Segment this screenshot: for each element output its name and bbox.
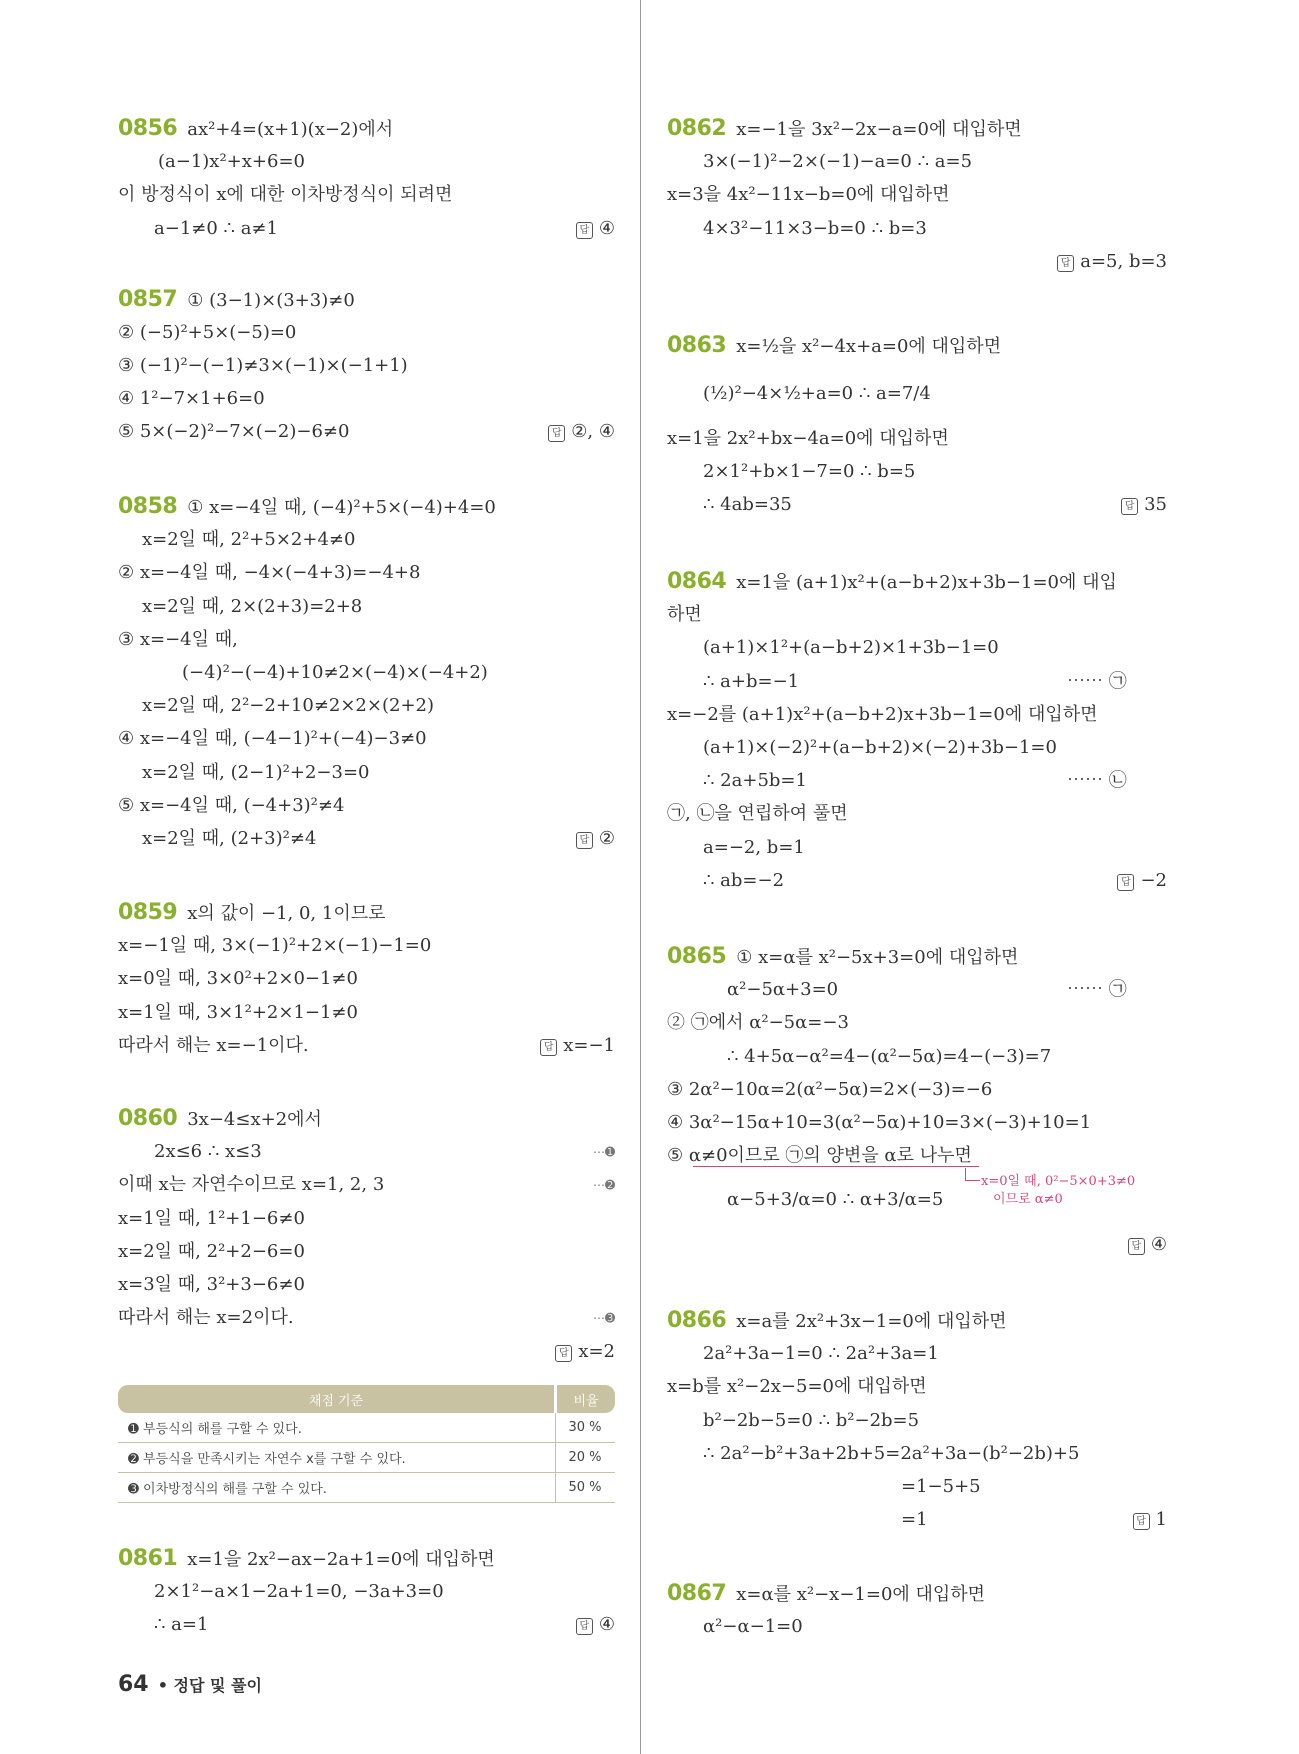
equation-marker: ⋯⋯ ㉠ [1067, 671, 1127, 692]
equation-marker: ⋯⋯ ㉡ [1067, 770, 1127, 791]
answer-icon: 답 [1121, 498, 1138, 515]
solution-line: ② x=−4일 때, −4×(−4+3)=−4+8 [118, 562, 421, 583]
solution-line: x=b를 x²−2x−5=0에 대입하면 [667, 1376, 927, 1397]
solution-line: 따라서 해는 x=−1이다. [118, 1035, 309, 1056]
equation-marker: ⋯⋯ ㉠ [1067, 979, 1127, 1000]
solution-line: (a+1)×1²+(a−b+2)×1+3b−1=0 [703, 637, 999, 658]
criteria-percent: 50 % [556, 1473, 616, 1503]
solution-line: x=1을 2x²+bx−4a=0에 대입하면 [667, 428, 949, 449]
solution-line: ∴ 2a²−b²+3a+2b+5=2a²+3a−(b²−2b)+5 [703, 1443, 1080, 1464]
solution-line: ⑤ 5×(−2)²−7×(−2)−6≠0 [118, 421, 350, 442]
solution-line: 2×1²+b×1−7=0 ∴ b=5 [703, 461, 916, 482]
solution-line: 이때 x는 자연수이므로 x=1, 2, 3 [118, 1174, 385, 1195]
solution-line: ② (−5)²+5×(−5)=0 [118, 322, 297, 343]
solution-line: ① x=−4일 때, (−4)²+5×(−4)+4=0 [187, 497, 496, 518]
answer-icon: 답 [576, 222, 593, 239]
solution-line: x=1일 때, 1²+1−6≠0 [118, 1208, 305, 1229]
step-marker-2: ⋯➋ [592, 1178, 615, 1192]
solution-line: 3x−4≤x+2에서 [187, 1109, 322, 1130]
answer-icon: 답 [548, 425, 565, 442]
table-header-row [118, 1385, 615, 1413]
answer-icon: 답 [1057, 255, 1074, 272]
solution-line: x=0일 때, 3×0²+2×0−1≠0 [118, 968, 358, 989]
answer: 답 1 [1133, 1509, 1167, 1531]
solution-line: 4×3²−11×3−b=0 ∴ b=3 [703, 218, 927, 239]
solution-line: (−4)²−(−4)+10≠2×(−4)×(−4+2) [182, 662, 488, 683]
solution-line: x=a를 2x²+3x−1=0에 대입하면 [736, 1311, 1007, 1332]
table-row [118, 1443, 615, 1473]
solution-line: ㉠, ㉡을 연립하여 풀면 [667, 803, 848, 824]
problem-number: 0860 [118, 1106, 178, 1131]
answer: 답 −2 [1117, 870, 1167, 892]
solution-line: a=−2, b=1 [703, 837, 805, 858]
solution-line: x=2일 때, 2×(2+3)=2+8 [142, 596, 363, 617]
page-footer [118, 1672, 262, 1697]
step-marker-3: ⋯➌ [592, 1311, 615, 1325]
annotation-note: 이므로 α≠0 [993, 1192, 1063, 1207]
solution-line: 따라서 해는 x=2이다. [118, 1307, 294, 1328]
solution-line: x=1을 (a+1)x²+(a−b+2)x+3b−1=0에 대입 [736, 572, 1117, 593]
answer: 답 ④ [576, 1614, 615, 1636]
answer: 답 35 [1121, 494, 1167, 516]
annotation-underline [693, 1166, 979, 1167]
solution-line: b²−2b−5=0 ∴ b²−2b=5 [703, 1410, 920, 1431]
solution-line: ① (3−1)×(3+3)≠0 [187, 290, 355, 311]
solution-line: (a+1)×(−2)²+(a−b+2)×(−2)+3b−1=0 [703, 737, 1057, 758]
solution-line: x=3일 때, 3²+3−6≠0 [118, 1274, 305, 1295]
problem-number: 0862 [667, 116, 727, 141]
criteria-percent: 30 % [556, 1413, 616, 1443]
solution-line: x=2일 때, (2−1)²+2−3=0 [142, 762, 370, 783]
solution-line: x=2일 때, 2²−2+10≠2×2×(2+2) [142, 695, 434, 716]
solution-line: x=1을 2x²−ax−2a+1=0에 대입하면 [187, 1549, 495, 1570]
solution-line: ② ㉠에서 α²−5α=−3 [667, 1012, 849, 1033]
answer-icon: 답 [540, 1039, 557, 1056]
table-row [118, 1413, 615, 1443]
solution-line: α²−5α+3=0 [727, 979, 839, 1000]
solution-line: ax²+4=(x+1)(x−2)에서 [187, 119, 394, 140]
solution-line: =1−5+5 [901, 1476, 981, 1497]
solution-line: ⑤ α≠0이므로 ㉠의 양변을 α로 나누면 [667, 1145, 972, 1166]
solution-line: 이 방정식이 x에 대한 이차방정식이 되려면 [118, 184, 453, 205]
solution-line: x=−1일 때, 3×(−1)²+2×(−1)−1=0 [118, 935, 432, 956]
answer: 답 ④ [576, 218, 615, 240]
solution-line: 2a²+3a−1=0 ∴ 2a²+3a=1 [703, 1343, 939, 1364]
solution-line: ∴ ab=−2 [703, 870, 785, 891]
solution-line: x=−2를 (a+1)x²+(a−b+2)x+3b−1=0에 대입하면 [667, 704, 1098, 725]
solution-line: 하면 [667, 604, 702, 625]
answer: 답 x=−1 [540, 1035, 615, 1057]
answer: 답 ②, ④ [548, 421, 615, 443]
scoring-criteria-table [118, 1385, 615, 1503]
answer-icon: 답 [1128, 1238, 1145, 1255]
solution-line: 2×1²−a×1−2a+1=0, −3a+3=0 [154, 1581, 444, 1602]
annotation-note: x=0일 때, 0²−5×0+3≠0 [981, 1174, 1136, 1189]
solution-line: x=−1을 3x²−2x−a=0에 대입하면 [736, 119, 1022, 140]
solution-line: (a−1)x²+x+6=0 [158, 151, 305, 172]
problem-number: 0864 [667, 569, 727, 594]
step-marker-1: ⋯➊ [592, 1145, 615, 1159]
solution-line: ③ x=−4일 때, [118, 629, 238, 650]
answer: 답 ④ [1128, 1234, 1167, 1256]
answer-icon: 답 [555, 1345, 572, 1362]
answer: 답 x=2 [555, 1341, 615, 1363]
answer: 답 ② [576, 828, 615, 850]
table-header: 채점 기준 [118, 1385, 556, 1413]
solution-line: (½)²−4×½+a=0 ∴ a=7/4 [703, 383, 931, 404]
solution-line: x=2일 때, 2²+5×2+4≠0 [142, 529, 356, 550]
table-row [118, 1473, 615, 1503]
answer-icon: 답 [1117, 874, 1134, 891]
answer-icon: 답 [1133, 1513, 1150, 1530]
problem-number: 0856 [118, 116, 178, 141]
problem-number: 0858 [118, 494, 178, 519]
problem-number: 0857 [118, 287, 178, 312]
answer-icon: 답 [576, 832, 593, 849]
footer-title: • 정답 및 풀이 [157, 1676, 262, 1695]
solution-line: ∴ a=1 [154, 1614, 209, 1635]
table-header: 비율 [556, 1385, 616, 1413]
solution-line: ∴ a+b=−1 [703, 671, 800, 692]
solution-line: x=1일 때, 3×1²+2×1−1≠0 [118, 1002, 358, 1023]
solution-line: ∴ 4+5α−α²=4−(α²−5α)=4−(−3)=7 [727, 1046, 1052, 1067]
problem-number: 0865 [667, 944, 727, 969]
criteria-percent: 20 % [556, 1443, 616, 1473]
annotation-leader [965, 1168, 980, 1181]
solution-line: ④ 3α²−15α+10=3(α²−5α)+10=3×(−3)+10=1 [667, 1112, 1092, 1133]
column-divider [640, 0, 641, 1754]
solution-line: x=½을 x²−4x+a=0에 대입하면 [736, 336, 1002, 357]
solution-line: ⑤ x=−4일 때, (−4+3)²≠4 [118, 795, 345, 816]
solution-line: a−1≠0 ∴ a≠1 [154, 218, 278, 239]
solution-line: ④ x=−4일 때, (−4−1)²+(−4)−3≠0 [118, 728, 427, 749]
answer-icon: 답 [576, 1618, 593, 1635]
solution-line: ④ 1²−7×1+6=0 [118, 388, 265, 409]
solution-line: α−5+3/α=0 ∴ α+3/α=5 [727, 1189, 944, 1210]
problem-number: 0859 [118, 900, 178, 925]
solution-line: ③ (−1)²−(−1)≠3×(−1)×(−1+1) [118, 355, 408, 376]
page-number: 64 [118, 1672, 149, 1697]
problem-number: 0861 [118, 1546, 178, 1571]
solution-line: ① x=α를 x²−5x+3=0에 대입하면 [736, 947, 1019, 968]
answer: 답 a=5, b=3 [1057, 251, 1167, 273]
solution-line: ∴ 4ab=35 [703, 494, 792, 515]
solution-line: x=α를 x²−x−1=0에 대입하면 [736, 1584, 986, 1605]
problem-number: 0867 [667, 1581, 727, 1606]
criteria-text: ➋ 부등식을 만족시키는 자연수 x를 구할 수 있다. [118, 1443, 556, 1473]
solution-line: =1 [901, 1509, 928, 1530]
solution-line: α²−α−1=0 [703, 1616, 803, 1637]
problem-number: 0866 [667, 1308, 727, 1333]
solution-line: 3×(−1)²−2×(−1)−a=0 ∴ a=5 [703, 151, 973, 172]
solution-line: x=3을 4x²−11x−b=0에 대입하면 [667, 184, 950, 205]
solution-line: x=2일 때, (2+3)²≠4 [142, 828, 317, 849]
solution-line: x=2일 때, 2²+2−6=0 [118, 1241, 305, 1262]
solution-line: ③ 2α²−10α=2(α²−5α)=2×(−3)=−6 [667, 1079, 993, 1100]
criteria-text: ➌ 이차방정식의 해를 구할 수 있다. [118, 1473, 556, 1503]
solution-line: x의 값이 −1, 0, 1이므로 [187, 903, 386, 924]
criteria-text: ➊ 부등식의 해를 구할 수 있다. [118, 1413, 556, 1443]
solution-line: ∴ 2a+5b=1 [703, 770, 807, 791]
problem-number: 0863 [667, 333, 727, 358]
solution-line: 2x≤6 ∴ x≤3 [154, 1141, 262, 1162]
